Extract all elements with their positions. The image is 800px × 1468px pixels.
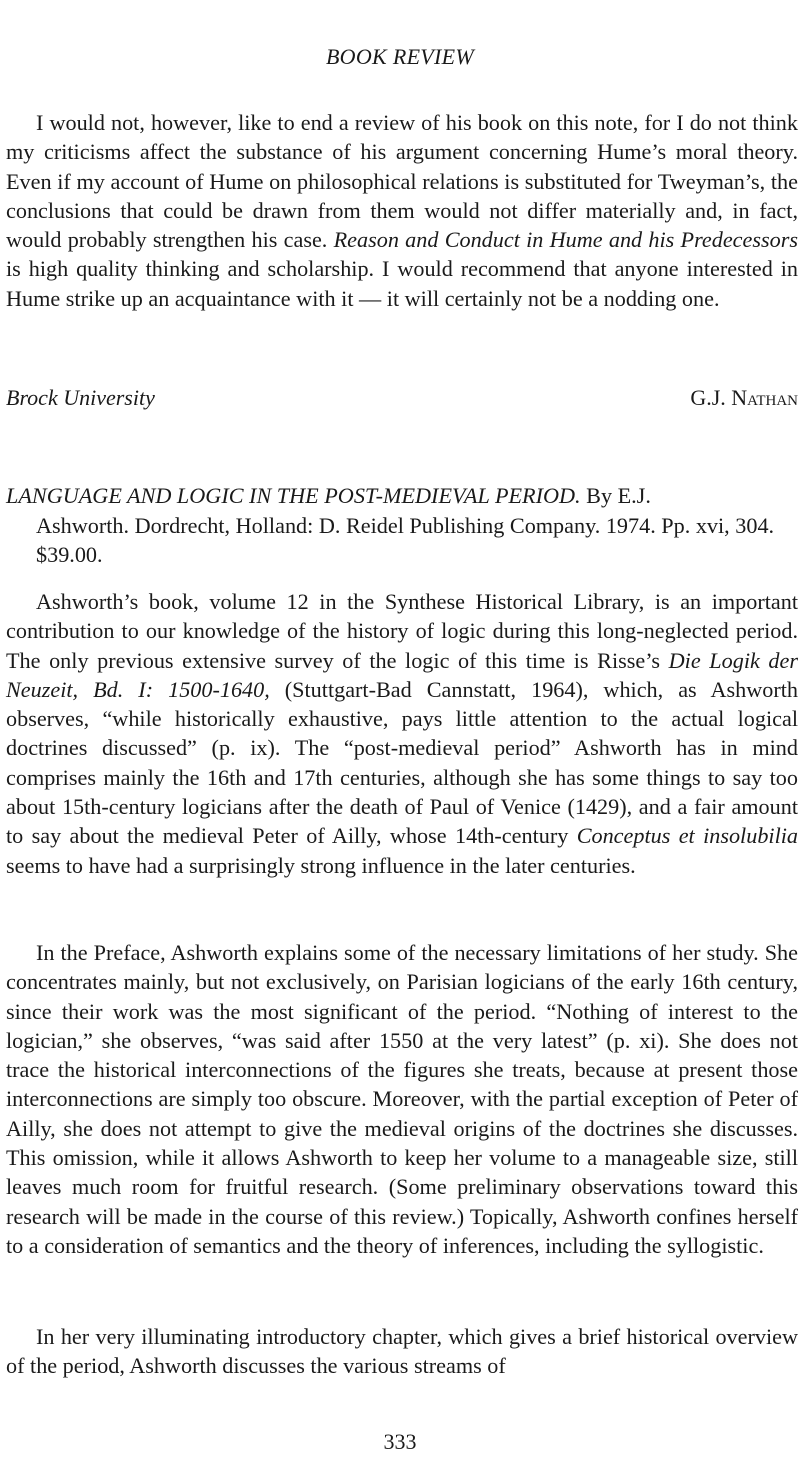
running-head: BOOK REVIEW: [325, 44, 475, 69]
paragraph-text: seems to have had a surprisingly strong influence in the later centuries.: [6, 852, 636, 878]
review-heading: [6, 481, 798, 570]
paragraph-text: I would not, however, like to end a review of his book on this note, for I do not think my criticisms affect the substance of his argument concerning Hume’s moral theory. Even if my account of Hume on philosophical relations is substituted for Tweyman’s, the conclusions that could be drawn from them would not differ materially and, in fact, would probably strengthen his case.: [6, 110, 798, 253]
reviewed-book-title: LANGUAGE AND LOGIC IN THE POST-MEDIEVAL PERIOD.: [6, 483, 581, 508]
paragraph-intro: [6, 587, 798, 880]
affiliation: Brock University: [6, 385, 155, 410]
paragraph-text: (Stuttgart-Bad Cannstatt, 1964), which, as Ashworth observes, “while historically exhaustive, pays little attention to the actual logical doctrines discussed” (p. ix). The “post-medieval period” Ashworth has in mind comprises mainly the 16th and 17th centuries, although she has some things to say too about 15th-century logicians after the death of Paul of Venice (1429), and a fair amount to say about the medieval Peter of Ailly, whose 14th-century: [6, 676, 798, 849]
page-number: 333: [383, 1429, 417, 1454]
paragraph-conclusion: [6, 108, 798, 313]
paragraph-text: Ashworth’s book, volume 12 in the Synthese Historical Library, is an important contribution to our knowledge of the history of logic during this long-neglected period. The only previous extensive survey of the logic of this time is Risse’s: [6, 589, 798, 673]
author-name: G.J. Nathan: [690, 385, 798, 410]
paragraph-overview: In her very illuminating introductory chapter, which gives a brief historical overview of the period, Ashworth discusses the various streams of: [6, 1324, 798, 1379]
paragraph-text: is high quality thinking and scholarship. I would recommend that anyone interested in Hume strike up an acquaintance with it — it will certainly not be a nodding one.: [6, 256, 798, 311]
cited-title-italic: Die Logik der Neuzeit, Bd. I: 1500-1640,: [6, 647, 798, 702]
book-title-italic: Reason and Conduct in Hume and his Predecessors: [333, 227, 798, 253]
cited-title-italic: Conceptus et insolubilia: [576, 823, 798, 849]
publication-details: Ashworth. Dordrecht, Holland: D. Reidel Publishing Company. 1974. Pp. xvi, 304. $39.00.: [36, 512, 775, 567]
byline: By E.J.: [580, 483, 651, 508]
paragraph-preface: In the Preface, Ashworth explains some of the necessary limitations of her study. She concentrates mainly, but not exclusively, on Parisian logicians of the early 16th century, since their work was the most significant of the period. “Nothing of interest to the logician,” she observes, “was said after 1550 at the very latest” (p. xi). She does not trace the historical interconnections of the figures she treats, because at present those interconnections are simply too obscure. Moreover, with the partial exception of Peter of Ailly, she does not attempt to give the medieval origins of the doctrines she discusses. This omission, while it allows Ashworth to keep her volume to a manageable size, still leaves much room for fruitful research. (Some preliminary observations toward this research will be made in the course of this review.) Topically, Ashworth confines herself to a consideration of semantics and the theory of inferences, including the syllogistic.: [6, 940, 798, 1258]
